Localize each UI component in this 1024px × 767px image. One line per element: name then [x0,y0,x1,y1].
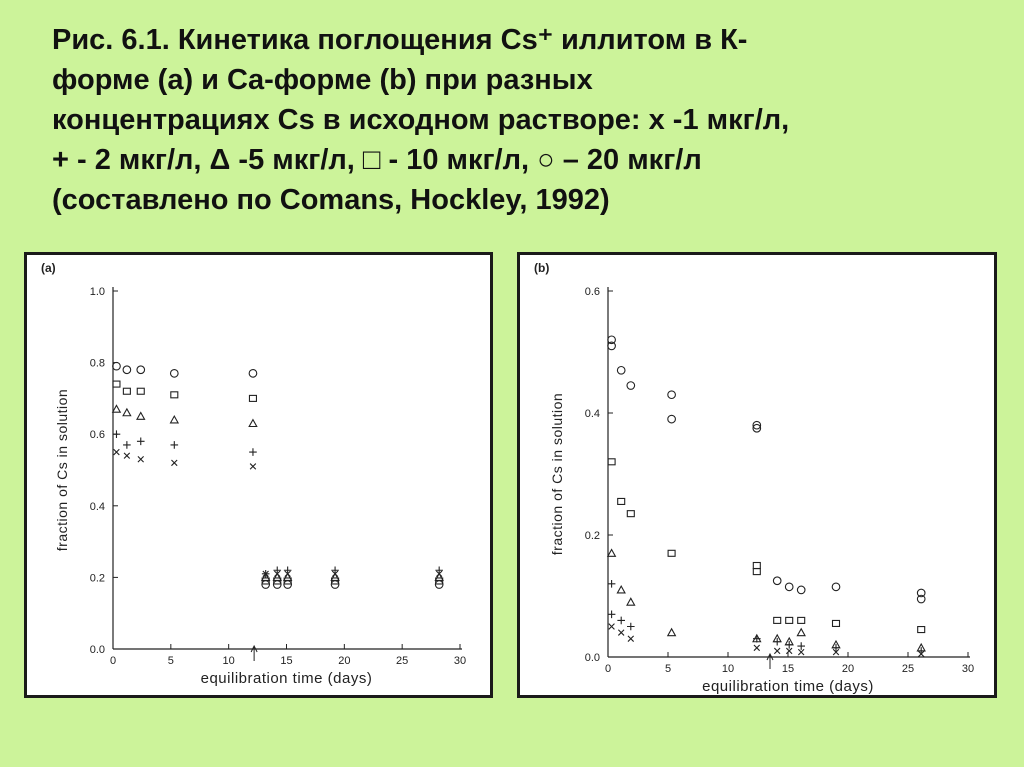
data-point-square [113,381,120,387]
data-point-cross [171,460,177,466]
data-point-circle [113,362,121,370]
chart-a [27,255,490,695]
data-point-square [798,617,805,623]
x-tick-label: 20 [338,655,351,667]
y-tick-label: 1.0 [89,286,105,298]
x-tick-label: 25 [901,663,915,675]
data-point-circle [249,370,257,378]
data-point-square [627,511,634,517]
data-point-triangle [435,574,443,581]
data-point-circle [262,581,270,589]
data-point-circle [668,415,676,423]
panel-label-a: (a) [41,261,56,275]
data-point-plus [249,448,257,456]
x-axis-label: equilibration time (days) [200,670,373,687]
y-tick-label: 0.6 [584,286,600,298]
data-point-circle [123,366,131,374]
data-point-triangle [113,405,121,412]
data-point-circle [273,581,281,589]
data-point-triangle [171,416,179,423]
data-point-square [137,388,144,394]
data-point-cross [609,624,615,630]
data-point-circle [797,586,805,594]
data-point-triangle [331,574,339,581]
data-point-cross [124,453,130,459]
x-tick-label: 10 [222,655,235,667]
data-point-square [123,388,130,394]
data-point-plus [797,642,805,650]
y-tick-label: 0.2 [89,572,105,585]
data-point-cross [628,636,634,642]
data-point-plus [617,617,625,625]
data-point-cross [754,645,760,651]
y-axis-label: fraction of Cs in solution [54,388,70,552]
data-point-cross [114,449,120,455]
data-point-square [249,395,256,401]
data-point-cross [798,649,804,655]
y-tick-label: 0.2 [584,530,600,542]
x-axis-label: equilibration time (days) [702,678,874,695]
chart-b [520,255,994,695]
caption-line: Рис. 6.1. Кинетика поглощения Cs⁺ иллитом в К- [52,24,748,56]
caption-line: + - 2 мкг/л, Δ -5 мкг/л, □ - 10 мкг/л, ○ – 20 мкг/л [52,144,702,176]
data-point-square [774,617,781,623]
data-point-circle [627,382,635,390]
data-point-circle [785,583,793,591]
data-point-square [918,627,925,633]
data-point-plus [627,623,635,631]
x-tick-label: 0 [109,655,117,667]
panel-label-b: (b) [534,261,550,275]
data-point-circle [832,583,840,591]
x-tick-label: 30 [961,663,975,675]
y-tick-label: 0.4 [89,500,105,513]
chart-panel-a [24,252,493,698]
x-tick-label: 5 [664,663,672,675]
data-point-square [833,620,840,626]
data-point-triangle [137,413,145,420]
data-point-triangle [617,586,625,593]
caption-line: (составлено по Comans, Hockley, 1992) [52,184,610,216]
data-point-square [668,550,675,556]
caption-line: форме (a) и Ca-форме (b) при разных [52,64,593,96]
data-point-circle [137,366,145,374]
data-point-plus [123,441,131,449]
data-point-plus [608,580,616,588]
data-point-plus [608,611,616,619]
data-point-triangle [123,409,131,416]
x-tick-label: 20 [841,663,855,675]
chart-panel-b [517,252,997,698]
x-tick-label: 0 [604,663,612,675]
x-tick-label: 25 [396,655,409,667]
y-tick-label: 0.6 [89,429,105,442]
y-tick-label: 0.8 [89,357,105,370]
data-point-triangle [608,550,616,557]
data-point-cross [618,630,624,636]
data-point-triangle [284,574,292,581]
data-point-triangle [627,598,635,605]
x-tick-label: 30 [453,655,467,667]
data-point-triangle [797,629,805,636]
data-point-triangle [668,629,676,636]
data-point-circle [435,581,443,589]
data-point-square [171,392,178,398]
data-point-circle [668,391,676,399]
data-point-cross [786,648,792,654]
data-point-cross [138,456,144,462]
x-tick-label: 5 [167,655,174,667]
data-point-plus [137,438,145,446]
data-point-circle [284,581,292,589]
caption-line: концентрациях Cs в исходном растворе: x -1 мкг/л, [52,104,790,136]
x-tick-label: 10 [721,663,735,675]
data-point-cross [250,464,256,470]
figure-caption [52,20,952,220]
data-point-square [608,459,615,465]
data-point-square [618,498,625,504]
x-tick-label: 15 [280,655,293,667]
data-point-square [753,563,760,569]
y-tick-label: 0.0 [584,652,600,664]
data-point-square [753,569,760,575]
x-tick-label: 15 [781,663,795,675]
data-point-triangle [249,420,257,427]
data-point-square [786,617,793,623]
y-axis-label: fraction of Cs in solution [549,392,565,556]
data-point-cross [774,648,780,654]
data-point-circle [617,367,625,375]
y-tick-label: 0.0 [89,644,105,656]
data-point-plus [113,430,121,438]
data-point-triangle [273,574,281,581]
data-point-plus [171,441,179,449]
data-point-circle [331,581,339,589]
data-point-circle [773,577,781,585]
y-tick-label: 0.4 [584,408,600,420]
data-point-circle [171,370,179,378]
